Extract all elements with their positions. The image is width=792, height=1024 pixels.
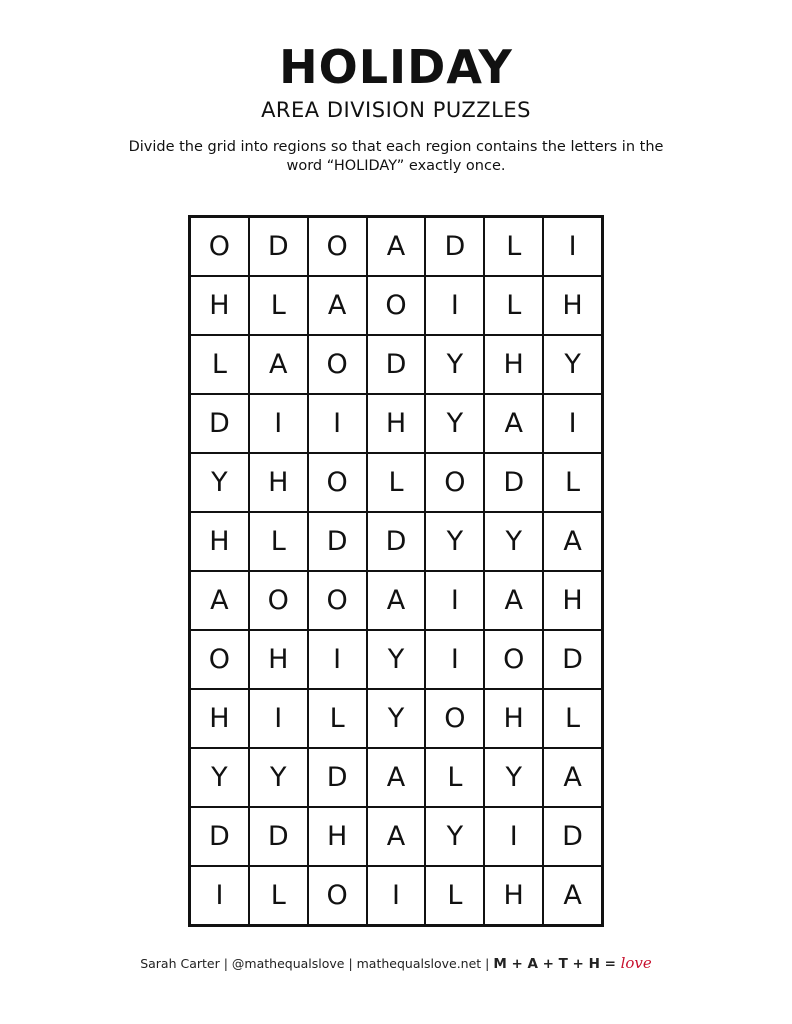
grid-cell: L (543, 689, 602, 748)
grid-cell: H (543, 276, 602, 335)
grid-cell: H (249, 630, 308, 689)
grid-cell: A (367, 571, 426, 630)
grid-cell: I (543, 217, 602, 276)
grid-cell: D (484, 453, 543, 512)
grid-cell: A (190, 571, 249, 630)
grid-cell: A (367, 807, 426, 866)
grid-cell: O (308, 453, 367, 512)
grid-cell: H (249, 453, 308, 512)
grid-cell: L (425, 866, 484, 925)
page-subtitle: AREA DIVISION PUZZLES (261, 98, 531, 122)
footer-logo-love: love (620, 954, 652, 972)
grid-cell: L (308, 689, 367, 748)
grid-cell: Y (367, 630, 426, 689)
grid-cell: O (190, 630, 249, 689)
grid-cell: D (249, 807, 308, 866)
grid-cell: A (484, 571, 543, 630)
grid-cell: Y (367, 689, 426, 748)
grid-cell: O (249, 571, 308, 630)
grid-cell: L (484, 276, 543, 335)
puzzle-grid (188, 215, 604, 927)
instructions: Divide the grid into regions so that each region contains the letters in the word “HOLIDAY” exactly once. (128, 139, 664, 174)
grid-cell: D (249, 217, 308, 276)
grid-cell: D (543, 630, 602, 689)
grid-cell: O (308, 571, 367, 630)
grid-cell: D (543, 807, 602, 866)
grid-cell: L (249, 866, 308, 925)
grid-cell: H (543, 571, 602, 630)
grid-cell: I (308, 394, 367, 453)
grid-cell: L (249, 512, 308, 571)
grid-cell: A (543, 748, 602, 807)
grid-cell: D (425, 217, 484, 276)
grid-cell: O (308, 335, 367, 394)
grid-cell: Y (249, 748, 308, 807)
grid-cell: H (308, 807, 367, 866)
footer-credits: Sarah Carter | @mathequalslove | mathequalslove.net | (140, 956, 494, 971)
grid-cell: Y (425, 394, 484, 453)
grid-cell: A (367, 217, 426, 276)
grid-cell: O (425, 453, 484, 512)
grid-cell: O (425, 689, 484, 748)
footer-logo-text: M + A + T + H = (493, 956, 621, 972)
grid-cell: H (484, 689, 543, 748)
grid-cell: O (484, 630, 543, 689)
grid-cell: L (367, 453, 426, 512)
grid-cell: I (249, 689, 308, 748)
grid-cell: O (367, 276, 426, 335)
grid-cell: Y (190, 748, 249, 807)
grid-cell: L (249, 276, 308, 335)
grid-cell: Y (543, 335, 602, 394)
grid-cell: A (484, 394, 543, 453)
grid-cell: I (484, 807, 543, 866)
grid-cell: Y (425, 512, 484, 571)
grid-cell: I (308, 630, 367, 689)
grid-cell: A (543, 866, 602, 925)
grid-cell: Y (484, 748, 543, 807)
grid-cell: O (308, 866, 367, 925)
grid-cell: I (190, 866, 249, 925)
grid-cell: A (308, 276, 367, 335)
grid-cell: H (484, 335, 543, 394)
grid-cell: I (425, 571, 484, 630)
grid-cell: Y (425, 807, 484, 866)
grid-cell: H (190, 512, 249, 571)
footer (0, 954, 792, 972)
grid-cell: H (367, 394, 426, 453)
grid-cell: A (367, 748, 426, 807)
grid-cell: D (367, 335, 426, 394)
grid-cell: D (367, 512, 426, 571)
grid-cell: I (367, 866, 426, 925)
grid-cell: L (190, 335, 249, 394)
grid-cell: Y (484, 512, 543, 571)
grid-cell: H (190, 276, 249, 335)
grid-cell: D (190, 807, 249, 866)
grid-cell: D (308, 748, 367, 807)
grid-cell: I (249, 394, 308, 453)
grid-cell: L (425, 748, 484, 807)
grid-cell: A (543, 512, 602, 571)
grid-cell: I (425, 630, 484, 689)
grid-cell: Y (425, 335, 484, 394)
grid-cell: L (543, 453, 602, 512)
grid-cell: O (308, 217, 367, 276)
grid-cell: Y (190, 453, 249, 512)
grid-cell: A (249, 335, 308, 394)
grid-cell: L (484, 217, 543, 276)
grid-cell: H (190, 689, 249, 748)
grid-cell: D (190, 394, 249, 453)
grid-cell: O (190, 217, 249, 276)
grid-cell: H (484, 866, 543, 925)
page-title: HOLIDAY (279, 40, 513, 94)
grid-cell: I (425, 276, 484, 335)
grid-cell: D (308, 512, 367, 571)
grid-cell: I (543, 394, 602, 453)
